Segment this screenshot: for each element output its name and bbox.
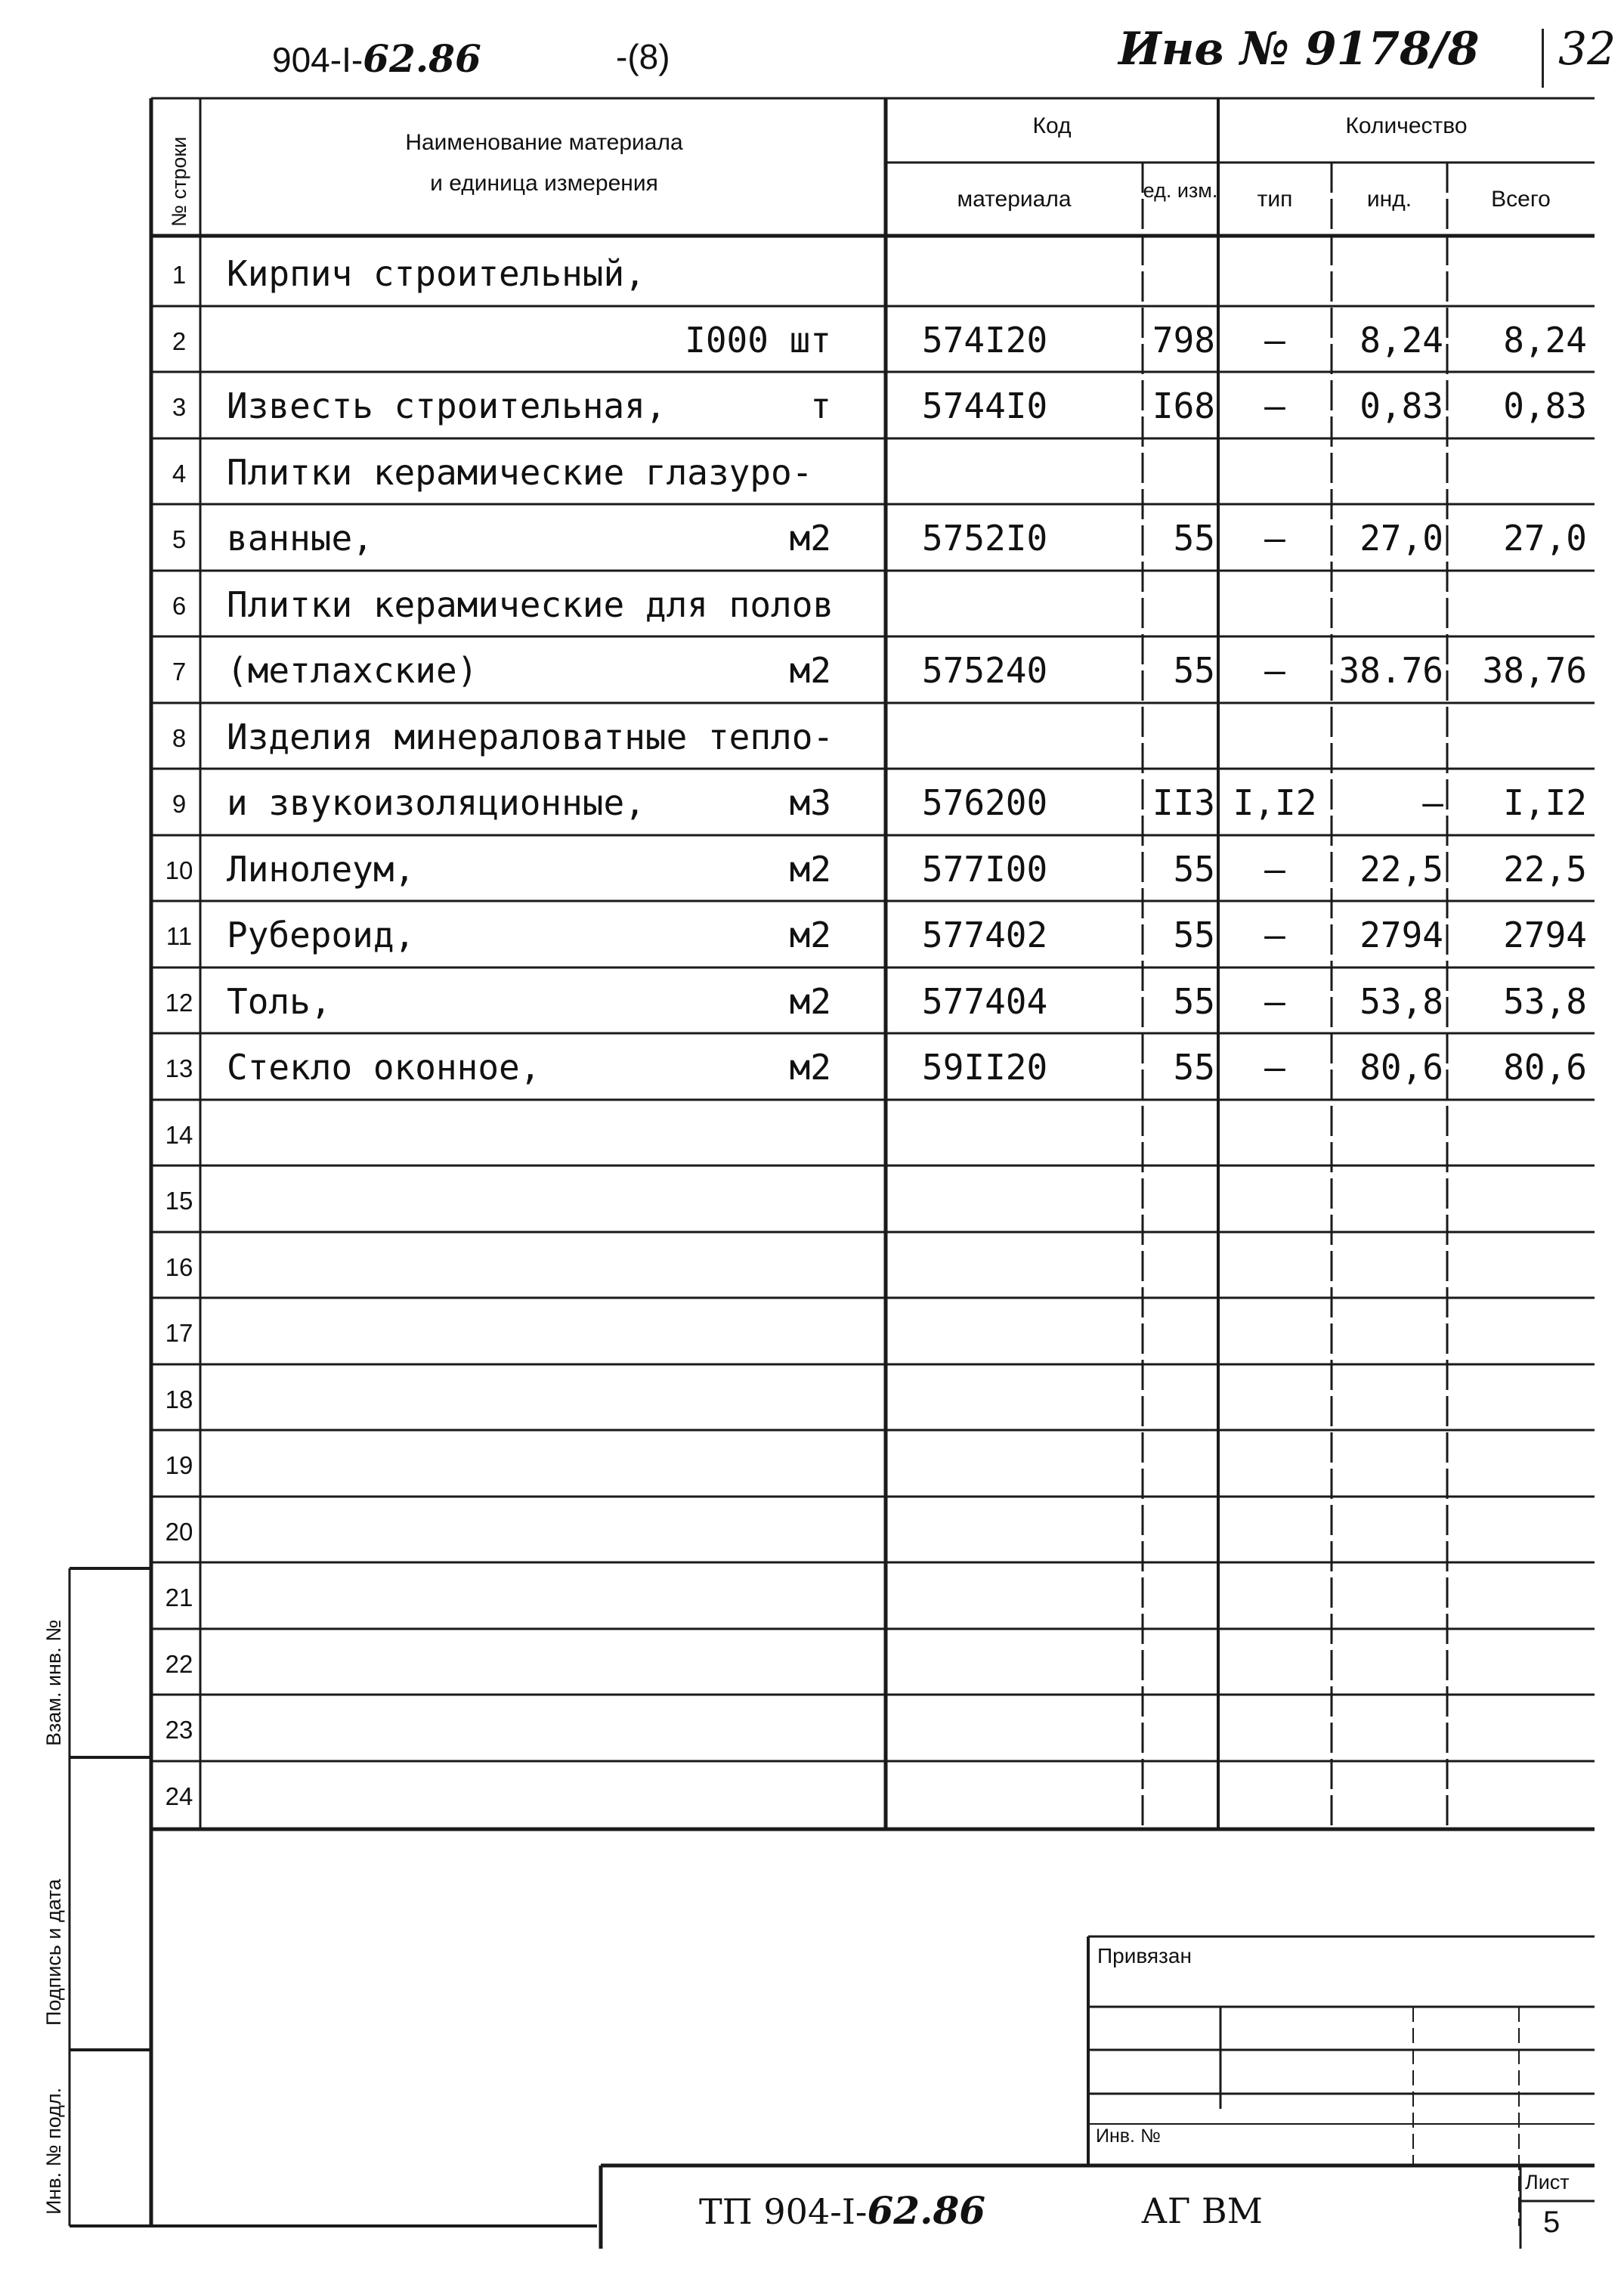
sheet-label: Лист <box>1525 2171 1570 2193</box>
cell-name: Плитки керамические для полов <box>227 584 834 625</box>
row-number: 8 <box>172 723 187 752</box>
cell-total: 2794 <box>1503 915 1587 955</box>
row-number-header: № строки <box>168 136 190 227</box>
cell-name: Изделия минераловатные тепло- <box>227 716 834 757</box>
title-block-code <box>699 2188 985 2233</box>
cell-type: – <box>1264 915 1285 955</box>
cell-code: 5752I0 <box>922 518 1048 559</box>
cell-unit-label: м3 <box>789 782 831 823</box>
row-number: 15 <box>165 1187 193 1215</box>
cell-type: – <box>1264 1047 1285 1088</box>
cell-ind: 27,0 <box>1360 518 1443 559</box>
inv-podl-label: Инв. № подл. <box>42 2087 65 2215</box>
stamp-inv-label: Инв. № <box>1096 2125 1161 2147</box>
row-number: 14 <box>165 1120 193 1149</box>
cell-ind: – <box>1422 782 1443 823</box>
cell-ind: 38.76 <box>1338 650 1443 691</box>
row-number: 24 <box>165 1782 193 1810</box>
row-number: 13 <box>165 1054 193 1082</box>
cell-code: 576200 <box>922 782 1048 823</box>
cell-ind: 8,24 <box>1360 319 1443 361</box>
cell-code: 59II20 <box>922 1047 1048 1088</box>
doc-code-prefix: 904-I- <box>272 40 363 79</box>
section-code: АГ ВМ <box>1141 2190 1263 2231</box>
row-number: 7 <box>172 658 187 686</box>
cell-total: 53,8 <box>1503 980 1587 1022</box>
cell-unit: 55 <box>1173 650 1215 691</box>
cell-type: – <box>1264 650 1285 691</box>
cell-unit-label: м2 <box>789 915 831 955</box>
cell-total: 27,0 <box>1503 518 1587 559</box>
row-number: 11 <box>165 922 193 950</box>
cell-name: ванные, <box>227 518 373 559</box>
row-number: 9 <box>172 790 187 818</box>
row-number: 5 <box>172 525 187 553</box>
cell-type: – <box>1264 319 1285 361</box>
cell-name: Известь строительная, <box>227 385 667 426</box>
unit-code-header: ед. изм. <box>1143 179 1218 202</box>
name-header-line1: Наименование материала <box>405 130 683 155</box>
cell-type: – <box>1264 848 1285 890</box>
cell-code: 574I20 <box>922 319 1048 361</box>
signature-date-label: Подпись и дата <box>42 1878 65 2026</box>
cell-unit-label: м2 <box>789 1047 831 1088</box>
cell-unit: 55 <box>1173 1047 1215 1088</box>
title-code-handwritten: 62.86 <box>867 2188 986 2233</box>
vzam-inv-label: Взам. инв. № <box>42 1619 65 1746</box>
cell-unit-label: м2 <box>789 650 831 691</box>
row-number: 19 <box>165 1451 193 1479</box>
cell-unit: 55 <box>1173 518 1215 559</box>
row-number: 2 <box>172 327 187 355</box>
sheet-number: 5 <box>1543 2206 1561 2239</box>
privyazan-label: Привязан <box>1097 1944 1192 1967</box>
cell-unit: II3 <box>1152 782 1215 823</box>
row-number: 21 <box>165 1584 193 1611</box>
row-number: 17 <box>165 1319 193 1347</box>
cell-unit: 55 <box>1173 848 1215 890</box>
cell-total: I,I2 <box>1503 782 1587 823</box>
row-number: 18 <box>165 1385 193 1413</box>
cell-unit-label: т <box>810 385 831 426</box>
row-number: 3 <box>172 393 187 421</box>
row-number: 22 <box>165 1649 193 1678</box>
inventory-number: Инв № 9178/8 <box>1118 23 1480 76</box>
cell-total: 0,83 <box>1503 385 1587 426</box>
doc-code-handwritten: 62.86 <box>363 36 481 81</box>
cell-unit-label: м2 <box>789 848 831 890</box>
total-header: Всего <box>1491 187 1551 212</box>
cell-type: I,I2 <box>1233 782 1317 823</box>
row-number: 23 <box>165 1716 193 1744</box>
quantity-header: Количество <box>1345 113 1468 138</box>
cell-name: Кирпич строительный, <box>227 253 645 294</box>
row-number: 10 <box>165 856 193 884</box>
cell-ind: 80,6 <box>1360 1047 1443 1088</box>
cell-total: 80,6 <box>1503 1047 1587 1088</box>
cell-unit: 55 <box>1173 915 1215 955</box>
cell-total: 38,76 <box>1482 650 1587 691</box>
doc-sheet-suffix: -(8) <box>616 37 670 76</box>
cell-name: Плитки керамические глазуро- <box>227 451 813 493</box>
cell-total: 8,24 <box>1503 319 1587 361</box>
title-code-prefix: ТП 904-I- <box>699 2191 868 2232</box>
cell-name: Линолеум, <box>227 848 416 890</box>
cell-ind: 22,5 <box>1360 848 1443 890</box>
cell-name: Стекло оконное, <box>227 1047 541 1088</box>
cell-name: Толь, <box>227 980 332 1022</box>
material-code-header: материала <box>957 187 1072 212</box>
cell-unit-label: м2 <box>789 980 831 1022</box>
cell-ind: 0,83 <box>1360 385 1443 426</box>
page-number: 32 <box>1558 23 1616 76</box>
cell-ind: 2794 <box>1360 915 1443 955</box>
cell-ind: 53,8 <box>1360 980 1443 1022</box>
cell-code: 577404 <box>922 980 1048 1022</box>
row-number: 1 <box>172 261 187 289</box>
cell-type: – <box>1264 980 1285 1022</box>
cell-type: – <box>1264 518 1285 559</box>
cell-name: (метлахские) <box>227 650 478 691</box>
cell-unit-label: м2 <box>789 518 831 559</box>
name-header-line2: и единица измерения <box>430 171 658 196</box>
row-number: 6 <box>172 591 187 620</box>
cell-type: – <box>1264 385 1285 426</box>
row-number: 20 <box>165 1517 193 1546</box>
cell-name: Рубероид, <box>227 915 416 955</box>
cell-code: 575240 <box>922 650 1048 691</box>
type-header: тип <box>1257 187 1293 212</box>
row-number: 16 <box>165 1252 193 1281</box>
cell-code: 577402 <box>922 915 1048 955</box>
row-number: 4 <box>172 459 187 488</box>
row-number: 12 <box>165 988 193 1017</box>
cell-code: 5744I0 <box>922 385 1048 426</box>
cell-name: и звукоизоляционные, <box>227 782 645 823</box>
cell-unit-label: I000 шт <box>685 319 831 361</box>
cell-code: 577I00 <box>922 848 1048 890</box>
cell-unit: 55 <box>1173 980 1215 1022</box>
cell-total: 22,5 <box>1503 848 1587 890</box>
code-header: Код <box>1032 113 1072 138</box>
cell-unit: 798 <box>1152 319 1215 361</box>
ind-header: инд. <box>1366 187 1412 212</box>
cell-unit: I68 <box>1152 385 1215 426</box>
